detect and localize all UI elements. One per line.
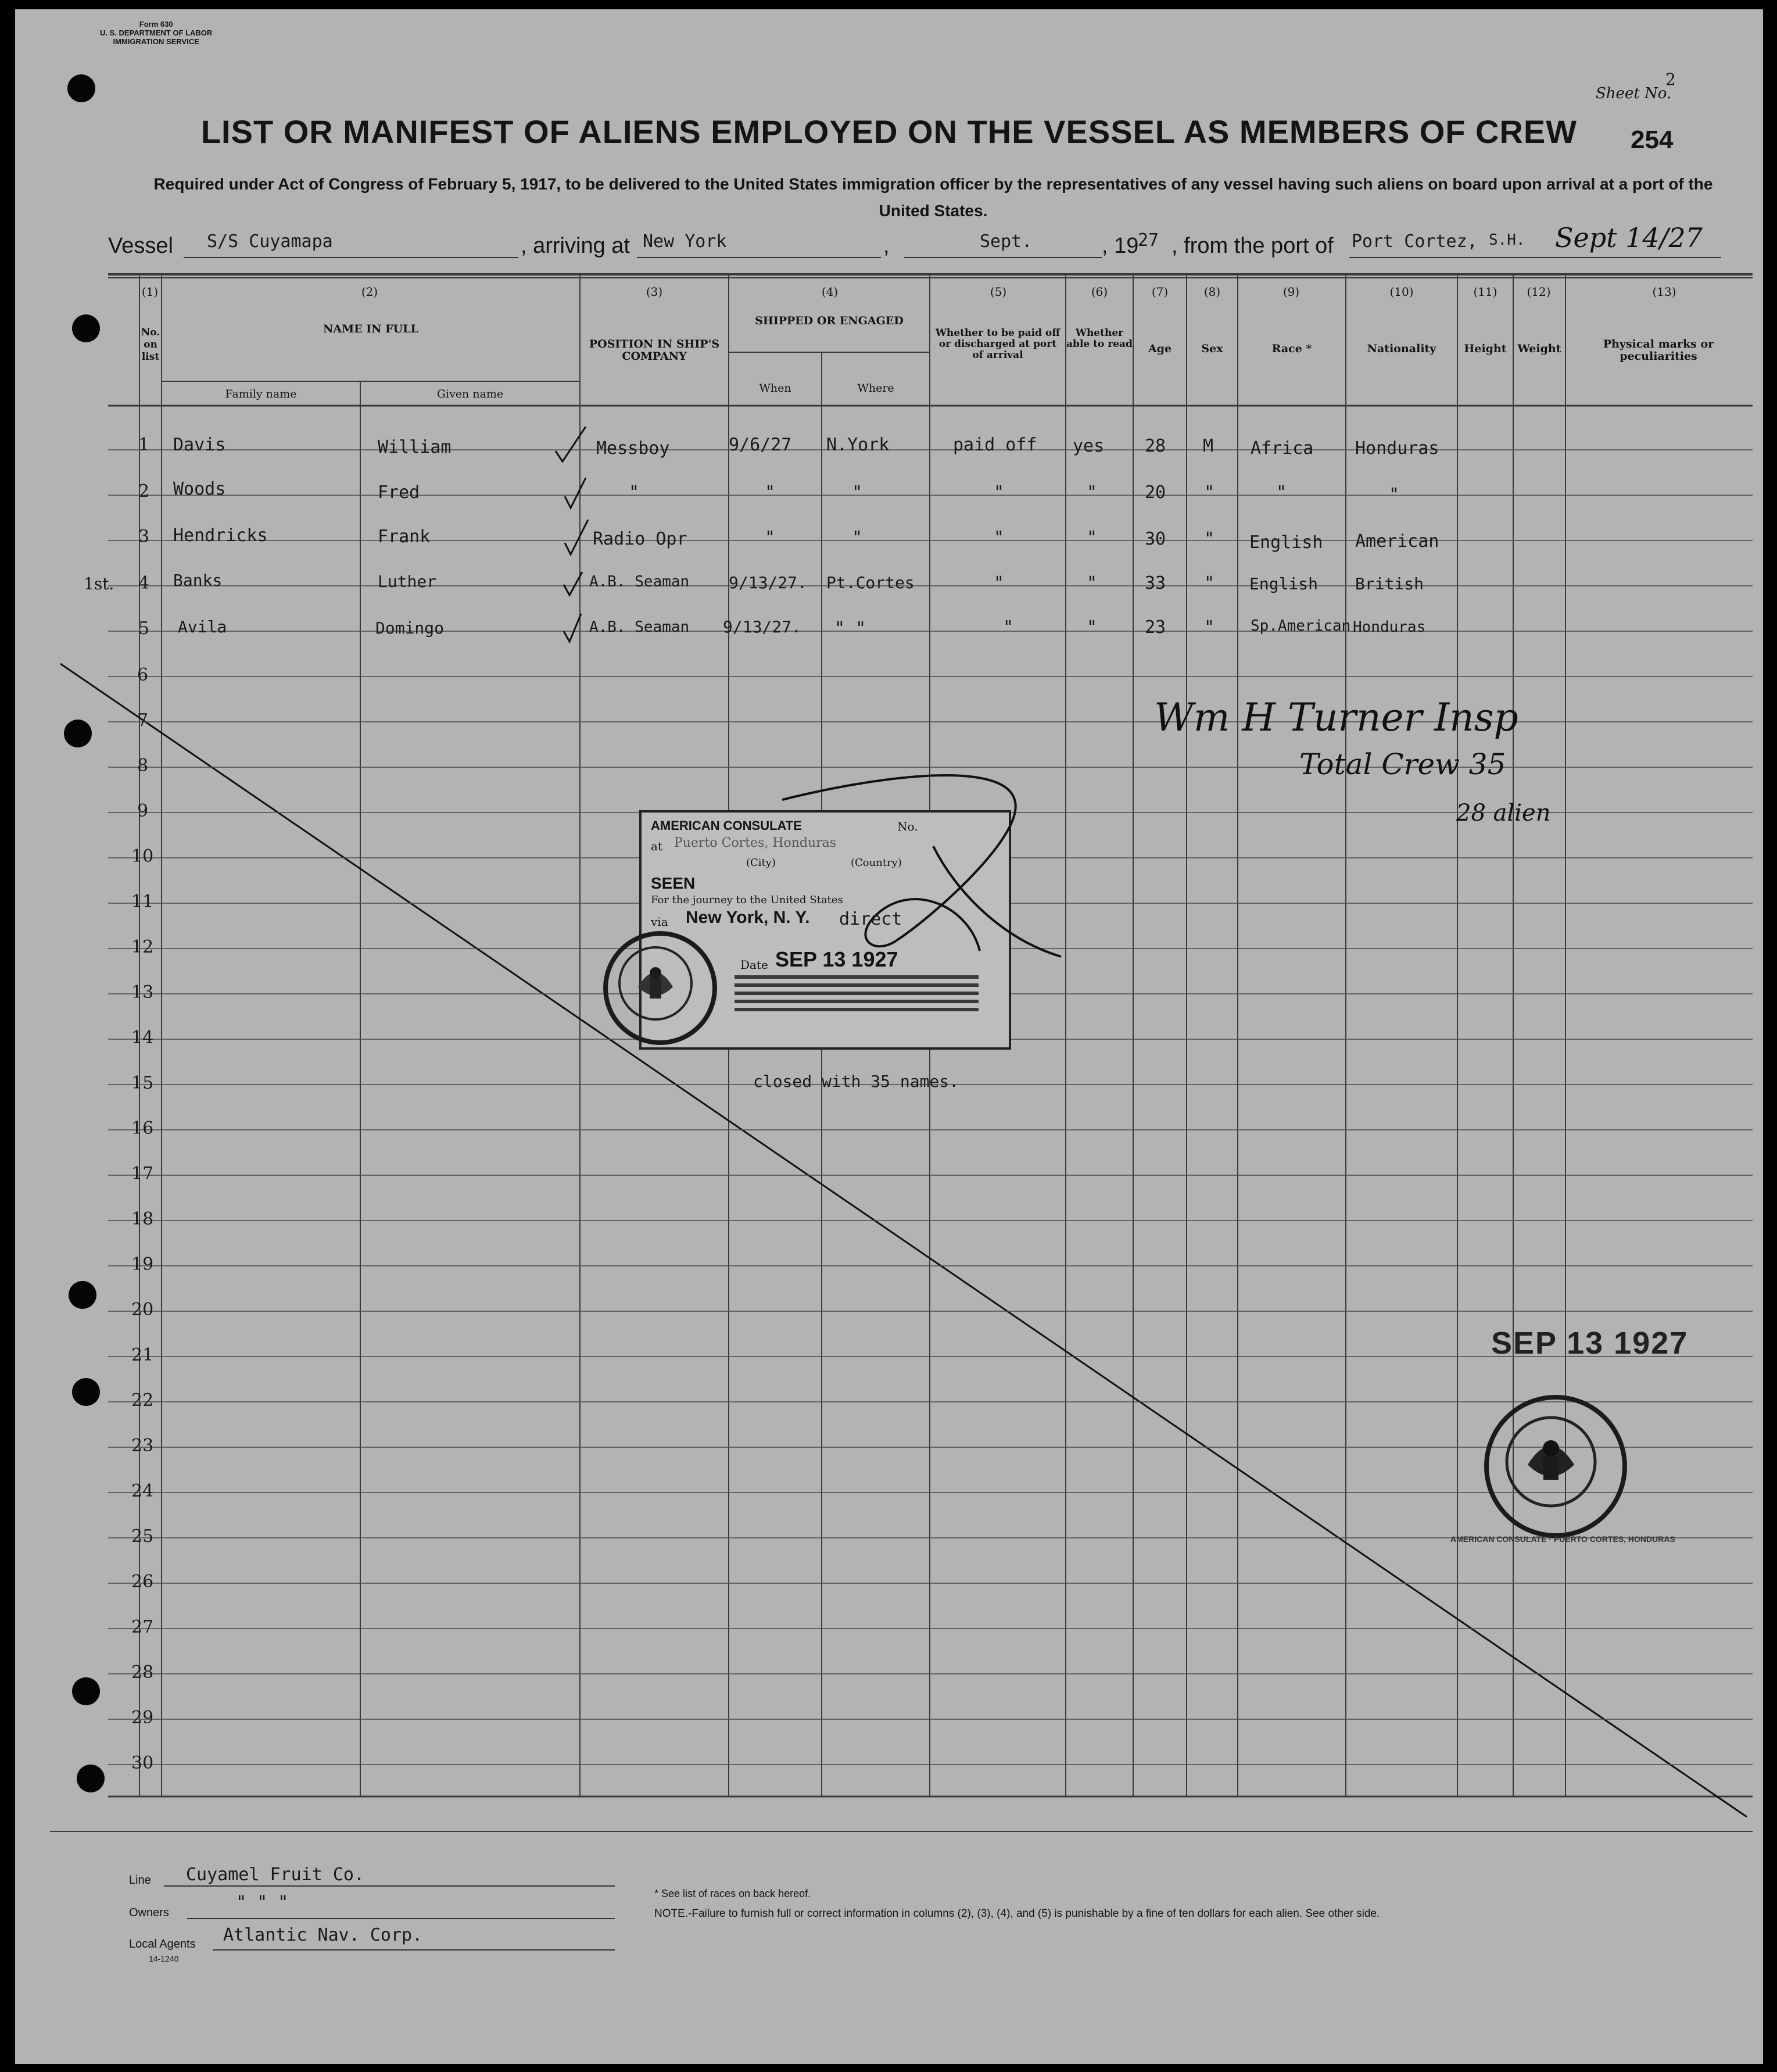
shipped-where: " [852, 528, 863, 548]
row-number: 2 [138, 481, 150, 502]
row-number: 24 [131, 1481, 154, 1501]
column-number: (10) [1389, 285, 1414, 299]
given-name: Fred [378, 482, 420, 503]
row-number: 11 [131, 892, 154, 912]
stamp-at-value: Puerto Cortes, Honduras [674, 836, 837, 850]
row-number: 19 [131, 1254, 154, 1275]
vessel-label: Vessel [108, 234, 173, 258]
arriving-label: , arriving at [521, 234, 630, 258]
year-prefix: , 19 [1102, 234, 1139, 258]
row-number: 23 [131, 1436, 154, 1456]
position: A.B. Seaman [589, 618, 690, 636]
position: A.B. Seaman [589, 573, 690, 591]
row-number: 21 [131, 1345, 154, 1365]
header-weight: Weight [1517, 342, 1561, 355]
stamp-country-label: (Country) [851, 857, 902, 869]
race: " [1276, 482, 1287, 503]
family-name: Davis [173, 435, 226, 455]
row-number: 10 [131, 846, 154, 867]
row-number: 26 [131, 1572, 154, 1592]
eagle-emblem-icon [1484, 1395, 1618, 1529]
column-number: (13) [1652, 285, 1676, 299]
stamp-seen: SEEN [651, 874, 696, 892]
vessel-name: S/S Cuyamapa [207, 231, 333, 252]
total-crew-note: Total Crew 35 [1299, 747, 1506, 781]
family-name: Banks [173, 571, 223, 590]
handwritten-scribble [759, 765, 1084, 1009]
family-name: Hendricks [173, 525, 268, 546]
position: Messboy [596, 438, 670, 459]
row-number: 15 [131, 1073, 154, 1093]
position: Radio Opr [593, 529, 687, 549]
row-number: 18 [131, 1209, 154, 1229]
form-identifier [100, 20, 212, 46]
row-number: 5 [138, 618, 150, 639]
row-number: 4 [138, 573, 150, 593]
header-when: When [759, 382, 791, 395]
comma: , [883, 234, 890, 258]
column-number: (6) [1091, 285, 1108, 299]
header-sex: Sex [1201, 342, 1223, 355]
race: English [1249, 574, 1319, 593]
shipped-where: " [852, 482, 863, 503]
row-number: 16 [131, 1118, 154, 1139]
column-number: (7) [1151, 285, 1169, 299]
header-family-name: Family name [225, 388, 297, 400]
row-number: 7 [137, 710, 149, 731]
shipped-where: N.York [826, 435, 890, 455]
paid-off: " [994, 573, 1005, 593]
family-name: Woods [173, 479, 226, 499]
closed-note: closed with 35 names. [753, 1072, 959, 1091]
nationality: American [1355, 531, 1439, 552]
stamp-journey: For the journey to the United States [651, 894, 843, 906]
inspector-signature: Wm H Turner Insp [1154, 695, 1518, 740]
shipped-when: 9/13/27. [729, 573, 807, 592]
row-number: 22 [131, 1390, 154, 1411]
stamp-date-label: Date [740, 958, 768, 972]
age: 20 [1145, 482, 1166, 503]
column-number: (9) [1282, 285, 1300, 299]
row-number: 30 [131, 1753, 154, 1773]
aliens-count-note: 28 alien [1456, 800, 1551, 826]
header-where: Where [857, 382, 894, 395]
column-number: (2) [361, 285, 378, 299]
owners-label: Owners [129, 1906, 169, 1919]
able-to-read: " [1087, 482, 1098, 503]
department-name: U. S. DEPARTMENT OF LABOR [100, 28, 213, 37]
column-number: (11) [1473, 285, 1497, 299]
from-port-label: , from the port of [1171, 234, 1334, 258]
row-number: 14 [131, 1028, 154, 1048]
row-number: 3 [138, 527, 150, 547]
given-name: Domingo [375, 618, 445, 638]
stamp-no-label: No. [897, 820, 918, 833]
form-title: LIST OR MANIFEST OF ALIENS EMPLOYED ON THE VESSEL AS MEMBERS OF CREW [200, 113, 1578, 150]
column-number: (4) [821, 285, 839, 299]
column-number: (1) [141, 285, 159, 299]
row-number: 28 [131, 1662, 154, 1683]
race: Africa [1251, 438, 1314, 459]
form-number: Form 630 [139, 20, 173, 28]
row-number: 29 [131, 1708, 154, 1728]
header-physical-marks: Physical marks or peculiarities [1603, 338, 1714, 363]
manifest-sheet [15, 9, 1763, 2064]
row-number: 20 [131, 1300, 154, 1320]
stamp-header: AMERICAN CONSULATE [651, 818, 802, 833]
form-code: 14-1240 [149, 1954, 179, 1963]
able-to-read: " [1087, 528, 1098, 548]
age: 33 [1145, 573, 1166, 593]
age: 23 [1145, 617, 1166, 638]
header-name-in-full: NAME IN FULL [323, 323, 418, 335]
shipped-where: " " [834, 618, 866, 639]
sex: " [1204, 482, 1215, 503]
consulate-seal [603, 931, 717, 1045]
sheet-label: Sheet No. [1596, 85, 1672, 102]
race: Sp.American [1251, 617, 1351, 635]
able-to-read: yes [1073, 436, 1105, 456]
consulate-seal-right [1484, 1395, 1627, 1538]
row-number: 6 [137, 665, 149, 685]
shipped-when: " [765, 482, 776, 503]
column-number: (3) [646, 285, 663, 299]
header-paid-off: Whether to be paid off or discharged at port of arrival [935, 327, 1061, 361]
paid-off: " [1003, 617, 1014, 638]
given-name: Luther [378, 572, 437, 591]
arrival-month: Sept. [980, 231, 1033, 252]
sex: " [1204, 529, 1215, 549]
penalty-note: NOTE.-Failure to furnish full or correct information in columns (2), (3), (4), and (5) is punishable by a fine of ten dollars for each alien. See other side. [654, 1908, 1380, 1920]
race: English [1249, 532, 1323, 553]
seal-legend: AMERICAN CONSULATE · PUERTO CORTES, HONDURAS [1450, 1534, 1675, 1544]
given-name: William [378, 437, 452, 457]
form-subtitle: Required under Act of Congress of February 5, 1917, to be delivered to the United States immigration officer by the representatives of any vessel having such aliens on board upon arrival at a port of the United States. [153, 175, 1713, 220]
header-age: Age [1148, 342, 1172, 355]
position: " [629, 482, 640, 503]
stamp-direct: direct [839, 909, 902, 929]
column-number: (5) [990, 285, 1007, 299]
stamp-city-label: (City) [746, 857, 776, 869]
sheet-number: 2 [1665, 70, 1676, 89]
owners-value: " " " [236, 1892, 289, 1913]
header-position: POSITION IN SHIP'S COMPANY [589, 338, 720, 363]
agents-value: Atlantic Nav. Corp. [223, 1925, 423, 1945]
service-name: IMMIGRATION SERVICE [113, 37, 199, 46]
row-number: 1 [138, 435, 150, 455]
agents-label: Local Agents [129, 1938, 196, 1951]
line-label: Line [129, 1874, 151, 1887]
sex: M [1203, 436, 1214, 456]
paid-off: " [994, 482, 1005, 503]
header-nationality: Nationality [1367, 342, 1436, 355]
family-name: Avila [178, 617, 227, 636]
header-able-to-read: Whether able to read [1066, 327, 1133, 350]
eagle-emblem-icon [603, 931, 708, 1036]
able-to-read: " [1087, 617, 1098, 638]
paid-off: paid off [953, 435, 1037, 455]
nationality: Honduras [1353, 618, 1426, 636]
page-number: 254 [1631, 126, 1674, 154]
header-height: Height [1464, 342, 1507, 355]
able-to-read: " [1087, 573, 1098, 593]
departure-port: Port Cortez, [1352, 231, 1478, 252]
row-number: 13 [131, 982, 154, 1003]
row-number: 27 [131, 1617, 154, 1637]
row-number: 9 [137, 801, 149, 821]
stamp-date-value: SEP 13 1927 [775, 947, 898, 971]
stamp-at-label: at [651, 839, 662, 853]
stamp-via-label: via [651, 915, 668, 929]
date-stamp: SEP 13 1927 [1491, 1326, 1689, 1361]
stamp-via-value: New York, N. Y. [686, 908, 810, 927]
arrival-port: New York [643, 231, 727, 252]
row-number: 12 [131, 937, 154, 957]
margin-note: 1st. [84, 574, 114, 593]
shipped-when: 9/13/27. [723, 617, 801, 636]
shipped-where: Pt.Cortes [826, 573, 915, 592]
row-number: 17 [131, 1164, 154, 1184]
header-shipped-or-engaged: SHIPPED OR ENGAGED [755, 314, 904, 327]
header-given-name: Given name [436, 388, 504, 400]
nationality: British [1355, 574, 1424, 593]
race-footnote: * See list of races on back hereof. [654, 1888, 811, 1899]
age: 30 [1145, 529, 1166, 549]
header-race: Race * [1271, 342, 1312, 355]
column-number: (8) [1203, 285, 1221, 299]
line-value: Cuyamel Fruit Co. [186, 1865, 365, 1885]
departure-country: S.H. [1489, 231, 1525, 249]
header-no-on-list: No. on list [141, 327, 160, 363]
given-name: Frank [378, 527, 431, 547]
nationality: Honduras [1355, 438, 1439, 459]
handwritten-date: Sept 14/27 [1555, 222, 1703, 253]
row-number: 8 [137, 756, 149, 776]
column-number: (12) [1527, 285, 1551, 299]
check-marks [556, 427, 588, 642]
row-number: 25 [131, 1526, 154, 1547]
nationality: " [1389, 485, 1400, 505]
sex: " [1204, 573, 1215, 593]
shipped-when: " [765, 528, 776, 548]
age: 28 [1145, 436, 1166, 456]
sex: " [1204, 617, 1215, 638]
shipped-when: 9/6/27 [729, 435, 792, 455]
year-suffix: 27 [1138, 230, 1159, 250]
paid-off: " [994, 528, 1005, 548]
